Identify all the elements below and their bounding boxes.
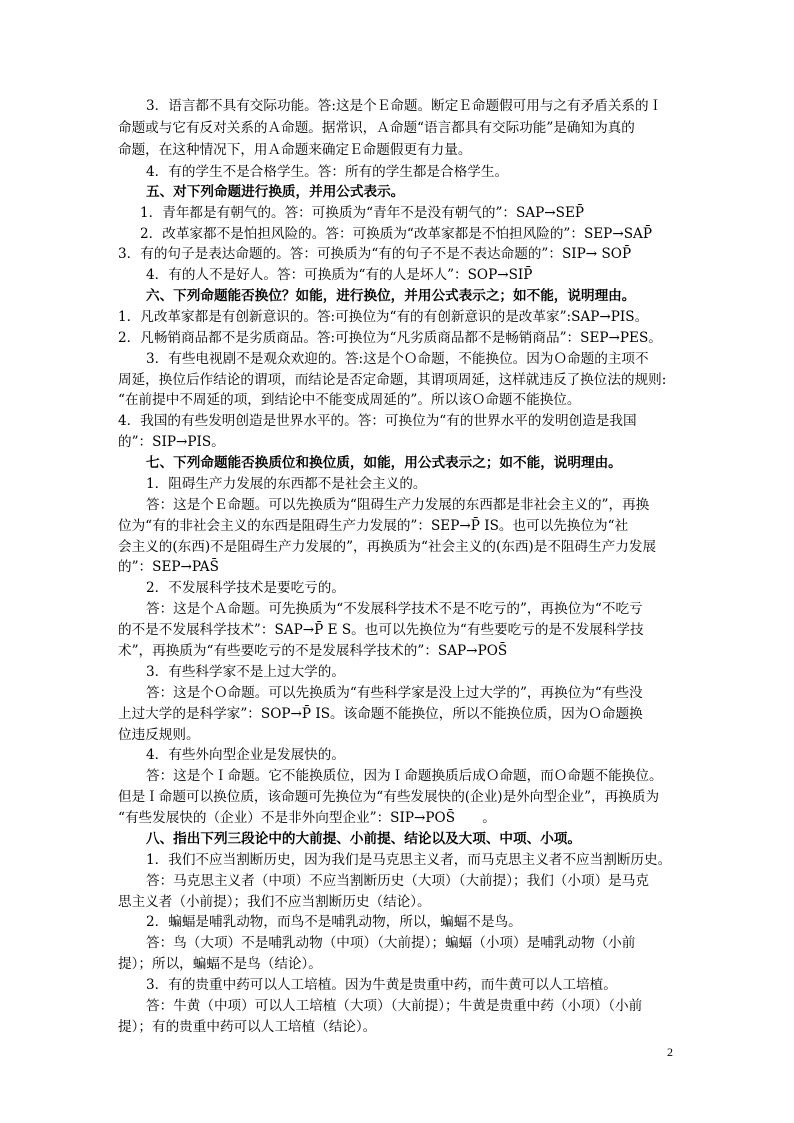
text-line: 答：牛黄（中项）可以人工培植（大项）（大前提）；牛黄是贵重中药（小项）（小前: [146, 998, 643, 1014]
text-line: 答：这是个Ｉ命题。它不能换质位，因为Ｉ命题换质后成Ｏ命题，而Ｏ命题不能换位。: [146, 768, 663, 784]
text-line: 答：这是个Ｏ命题。可以先换质为“有些科学家是没上过大学的”，再换位为“有些没: [146, 685, 643, 701]
text-line: 上过大学的是科学家”：SOP→P̄ IS。该命题不能换位，所以不能换位质，因为Ｏ命题换: [118, 706, 643, 722]
text-line: 答：这是个Ａ命题。可先换质为“不发展科学技术不是不吃亏的”，再换位为“不吃亏: [146, 601, 643, 617]
text-line: 的”：SIP→PIS。: [118, 434, 225, 450]
section-heading: 八、指出下列三段论中的大前提、小前提、结论以及大项、中项、小项。: [146, 831, 581, 847]
text-line: 2．改革家都不是怕担风险的。答：可换质为“改革家都是不怕担风险的”：SEP→SAP̄: [140, 226, 653, 242]
text-line: 3．有的句子是表达命题的。答：可换质为“有的句子不是不表达命题的”：SIP→ SOP̄: [118, 246, 632, 262]
text-line: 2．蝙蝠是哺乳动物，而鸟不是哺乳动物，所以，蝙蝠不是鸟。: [146, 914, 522, 930]
text-line: 3．有些科学家不是上过大学的。: [146, 664, 345, 680]
text-line: 1．阻碍生产力发展的东西都不是社会主义的。: [146, 476, 427, 492]
text-line: 4．有的人不是好人。答：可换质为“有的人是坏人”：SOP→SIP̄: [146, 267, 533, 283]
text-line: “在前提中不周延的项，到结论中不能变成周延的”。所以该Ｏ命题不能换位。: [118, 392, 581, 408]
text-line: 答：鸟（大项）不是哺乳动物（中项）（大前提）；蝙蝠（小项）是哺乳动物（小前: [146, 935, 636, 951]
text-line: 2．凡畅销商品都不是劣质商品。答:可换位为“凡劣质商品都不是畅销商品”：SEP→PES。: [118, 330, 662, 346]
text-line: 位为“有的非社会主义的东西是阻碍生产力发展的”：SEP→P̄ IS。也可以先换位为“社: [118, 518, 629, 534]
text-line: 3．有的贵重中药可以人工培植。因为牛黄是贵重中药，而牛黄可以人工培植。: [146, 977, 617, 993]
text-line: 3．有些电视剧不是观众欢迎的。答:这是个Ｏ命题，不能换位。因为Ｏ命题的主项不: [146, 351, 649, 367]
text-line: 4．有的学生不是合格学生。答：所有的学生都是合格学生。: [146, 164, 509, 180]
text-line: “有些发展快的（企业）不是非外向型企业”：SIP→POS̄ 。: [118, 810, 496, 826]
text-line: 4．我国的有些发明创造是世界水平的。答：可换位为“有的世界水平的发明创造是我国: [118, 413, 637, 429]
text-line: 1．我们不应当割断历史，因为我们是马克思主义者，而马克思主义者不应当割断历史。: [146, 852, 672, 868]
text-line: 1．凡改革家都是有创新意识的。答:可换位为“有的有创新意识的是改革家”:SAP→PIS。: [118, 309, 649, 325]
section-heading: 七、下列命题能否换质位和换位质，如能，用公式表示之；如不能，说明理由。: [146, 455, 622, 471]
text-line: 答：这是个Ｅ命题。可以先换质为“阻碍生产力发展的东西都是非社会主义的”，再换: [146, 497, 650, 513]
section-heading: 六、下列命题能否换位？如能，进行换位，并用公式表示之；如不能，说明理由。: [146, 288, 636, 304]
text-line: 的不是不发展科学技术”：SAP→P̄ E S。也可以先换位为“有些要吃亏的是不发展科学技: [118, 622, 644, 638]
text-line: 命题，在这种情况下，用Ａ命题来确定Ｅ命题假更有力量。: [118, 142, 472, 158]
page-number: 2: [667, 1045, 673, 1059]
text-line: 4．有些外向型企业是发展快的。: [146, 747, 345, 763]
text-line: 位违反规则。: [118, 727, 200, 743]
text-line: 思主义者（小前提）；我们不应当割断历史（结论）。: [118, 894, 431, 910]
text-line: 术”，再换质为“有些要吃亏的不是发展科学技术的”：SAP→POS̄: [118, 643, 508, 659]
text-line: 命题或与它有反对关系的Ａ命题。据常识，Ａ命题“语言都具有交际功能”是确知为真的: [118, 120, 635, 136]
text-line: 答：马克思主义者（中项）不应当割断历史（大项）（大前提）；我们（小项）是马克: [146, 873, 649, 889]
section-heading: 五、对下列命题进行换质，并用公式表示。: [146, 184, 405, 200]
text-line: 3．语言都不具有交际功能。答:这是个Ｅ命题。断定Ｅ命题假可用与之有矛盾关系的Ｉ: [146, 98, 663, 114]
text-line: 提）；所以，蝙蝠不是鸟（结论）。: [118, 956, 322, 972]
text-line: 1．青年都是有朝气的。答：可换质为“青年不是没有朝气的”：SAP→SEP̄: [140, 205, 585, 221]
text-line: 周延，换位后作结论的谓项，而结论是否定命题，其谓项周延，这样就违反了换位法的规则:: [118, 372, 667, 388]
text-line: 的”：SEP→PAS̄: [118, 559, 219, 575]
text-line: 会主义的(东西)不是阻碍生产力发展的”，再换质为“社会主义的(东西)是不阻碍生产力发展: [118, 539, 657, 555]
text-line: 但是Ｉ命题可以换位质，该命题可先换位为“有些发展快的(企业)是外向型企业”，再换质为: [118, 789, 660, 805]
text-line: 提）；有的贵重中药可以人工培植（结论）。: [118, 1019, 377, 1035]
text-line: 2．不发展科学技术是要吃亏的。: [146, 580, 345, 596]
